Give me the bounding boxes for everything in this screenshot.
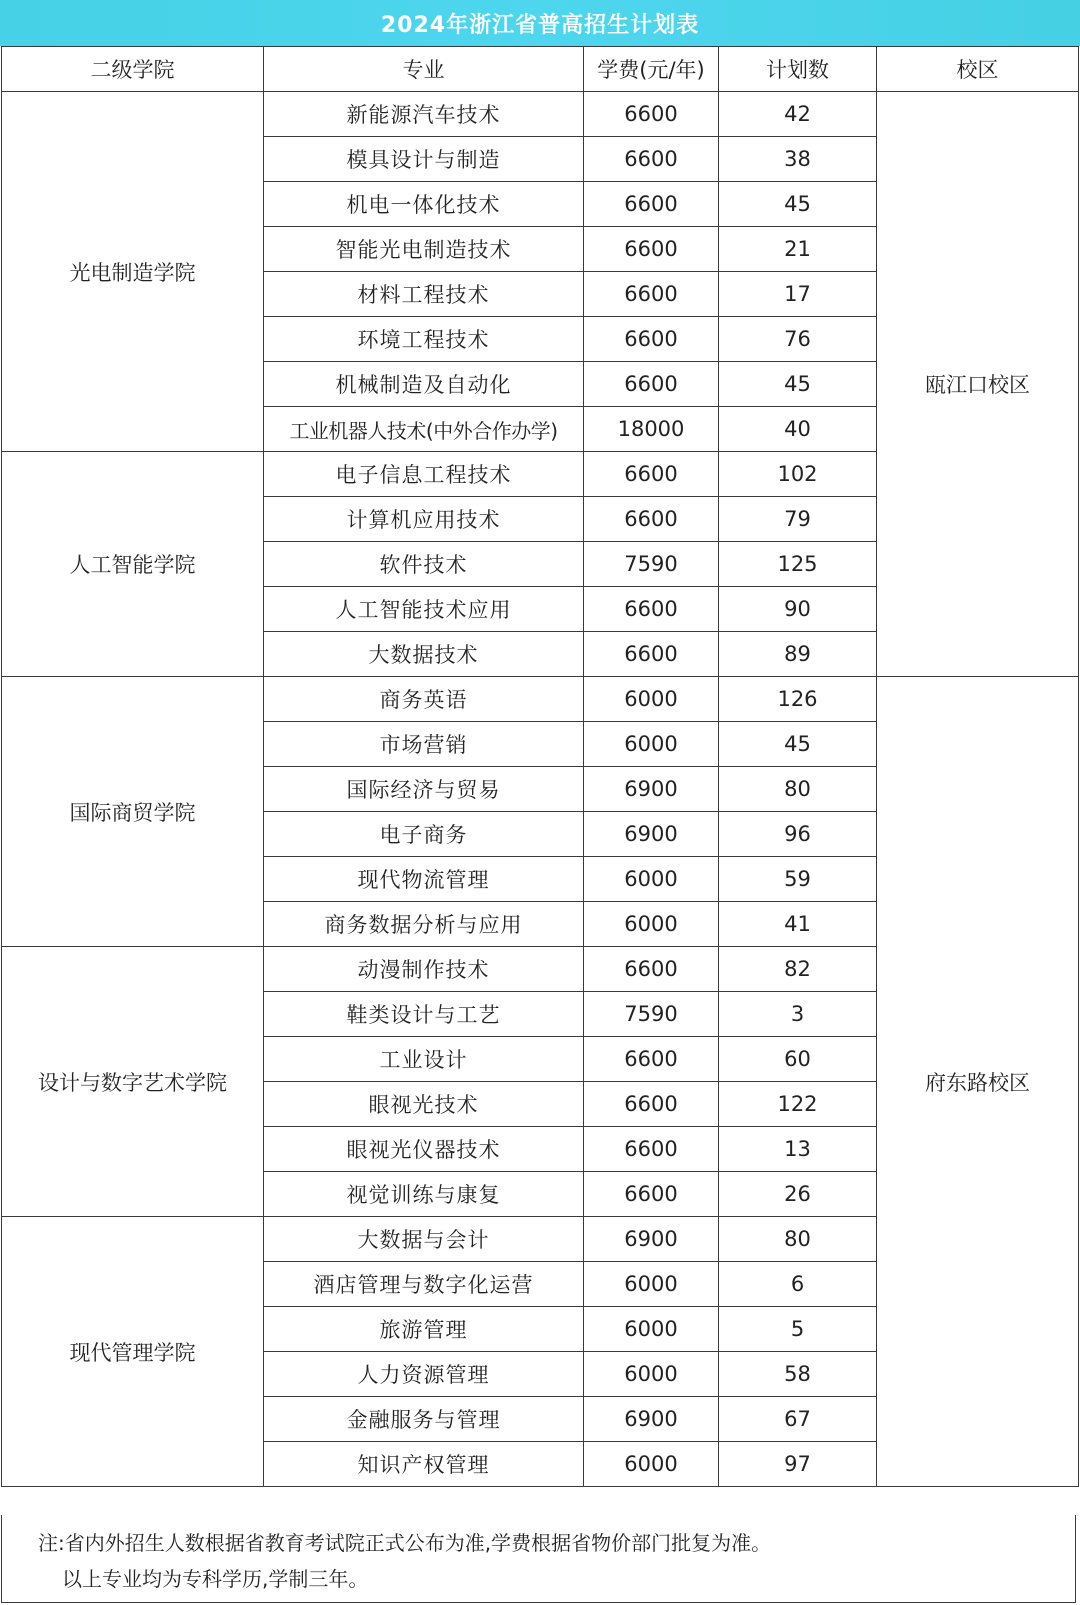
major-name: 大数据技术 [264,632,584,677]
major-name: 旅游管理 [264,1307,584,1352]
footnote [1,1515,1076,1603]
major-name: 工业机器人技术(中外合作办学) [264,407,584,452]
plan-count: 6 [719,1262,877,1307]
plan-count: 96 [719,812,877,857]
header-campus: 校区 [877,47,1079,92]
plan-count: 76 [719,317,877,362]
tuition-fee: 6600 [584,1082,719,1127]
tuition-fee: 6000 [584,902,719,947]
tuition-fee: 6000 [584,1442,719,1487]
major-name: 工业设计 [264,1037,584,1082]
college-name: 人工智能学院 [2,452,264,677]
footnote-line-2: 以上专业均为专科学历,学制三年。 [62,1567,369,1591]
major-name: 智能光电制造技术 [264,227,584,272]
plan-count: 60 [719,1037,877,1082]
college-name: 国际商贸学院 [2,677,264,947]
tuition-fee: 6600 [584,182,719,227]
tuition-fee: 6600 [584,1037,719,1082]
college-name: 光电制造学院 [2,92,264,452]
header-major: 专业 [264,47,584,92]
tuition-fee: 6000 [584,677,719,722]
header-fee: 学费(元/年) [584,47,719,92]
major-name: 视觉训练与康复 [264,1172,584,1217]
major-name: 眼视光仪器技术 [264,1127,584,1172]
plan-count: 80 [719,767,877,812]
tuition-fee: 6900 [584,1217,719,1262]
plan-count: 59 [719,857,877,902]
enrollment-plan-table [1,46,1079,1487]
major-name: 知识产权管理 [264,1442,584,1487]
plan-count: 80 [719,1217,877,1262]
tuition-fee: 6600 [584,1127,719,1172]
tuition-fee: 6000 [584,1352,719,1397]
major-name: 环境工程技术 [264,317,584,362]
major-name: 人工智能技术应用 [264,587,584,632]
plan-count: 102 [719,452,877,497]
major-name: 鞋类设计与工艺 [264,992,584,1037]
tuition-fee: 6600 [584,947,719,992]
college-name: 现代管理学院 [2,1217,264,1487]
major-name: 软件技术 [264,542,584,587]
major-name: 市场营销 [264,722,584,767]
tuition-fee: 6000 [584,857,719,902]
plan-count: 13 [719,1127,877,1172]
table-row [2,677,1079,722]
tuition-fee: 6600 [584,452,719,497]
plan-count: 45 [719,182,877,227]
tuition-fee: 6900 [584,812,719,857]
plan-count: 67 [719,1397,877,1442]
major-name: 材料工程技术 [264,272,584,317]
plan-count: 17 [719,272,877,317]
plan-count: 41 [719,902,877,947]
header-plan: 计划数 [719,47,877,92]
major-name: 大数据与会计 [264,1217,584,1262]
tuition-fee: 6000 [584,1262,719,1307]
table-row [2,92,1079,137]
major-name: 新能源汽车技术 [264,92,584,137]
major-name: 酒店管理与数字化运营 [264,1262,584,1307]
plan-count: 42 [719,92,877,137]
tuition-fee: 6600 [584,1172,719,1217]
plan-count: 45 [719,362,877,407]
major-name: 机械制造及自动化 [264,362,584,407]
tuition-fee: 6600 [584,632,719,677]
plan-count: 38 [719,137,877,182]
plan-count: 122 [719,1082,877,1127]
plan-count: 89 [719,632,877,677]
tuition-fee: 6600 [584,227,719,272]
plan-count: 125 [719,542,877,587]
tuition-fee: 6000 [584,722,719,767]
major-name: 机电一体化技术 [264,182,584,227]
major-name: 电子信息工程技术 [264,452,584,497]
footnote-line-1: 注:省内外招生人数根据省教育考试院正式公布为准,学费根据省物价部门批复为准。 [38,1531,772,1555]
plan-count: 97 [719,1442,877,1487]
plan-count: 90 [719,587,877,632]
tuition-fee: 6600 [584,92,719,137]
plan-count: 58 [719,1352,877,1397]
tuition-fee: 7590 [584,992,719,1037]
major-name: 模具设计与制造 [264,137,584,182]
tuition-fee: 6600 [584,272,719,317]
major-name: 国际经济与贸易 [264,767,584,812]
plan-count: 21 [719,227,877,272]
plan-count: 82 [719,947,877,992]
major-name: 眼视光技术 [264,1082,584,1127]
plan-count: 40 [719,407,877,452]
major-name: 商务英语 [264,677,584,722]
table-body [2,92,1079,1487]
table-title: 2024年浙江省普高招生计划表 [0,0,1080,46]
header-college: 二级学院 [2,47,264,92]
tuition-fee: 6000 [584,1307,719,1352]
tuition-fee: 6600 [584,137,719,182]
major-name: 计算机应用技术 [264,497,584,542]
plan-count: 79 [719,497,877,542]
major-name: 金融服务与管理 [264,1397,584,1442]
major-name: 人力资源管理 [264,1352,584,1397]
tuition-fee: 6600 [584,317,719,362]
plan-count: 126 [719,677,877,722]
header-row [2,47,1079,92]
major-name: 电子商务 [264,812,584,857]
tuition-fee: 6600 [584,587,719,632]
campus-name: 府东路校区 [877,677,1079,1487]
plan-count: 26 [719,1172,877,1217]
campus-name: 瓯江口校区 [877,92,1079,677]
tuition-fee: 6900 [584,767,719,812]
major-name: 动漫制作技术 [264,947,584,992]
plan-count: 45 [719,722,877,767]
tuition-fee: 6900 [584,1397,719,1442]
plan-count: 5 [719,1307,877,1352]
college-name: 设计与数字艺术学院 [2,947,264,1217]
tuition-fee: 6600 [584,362,719,407]
tuition-fee: 7590 [584,542,719,587]
tuition-fee: 18000 [584,407,719,452]
major-name: 现代物流管理 [264,857,584,902]
major-name: 商务数据分析与应用 [264,902,584,947]
tuition-fee: 6600 [584,497,719,542]
plan-count: 3 [719,992,877,1037]
